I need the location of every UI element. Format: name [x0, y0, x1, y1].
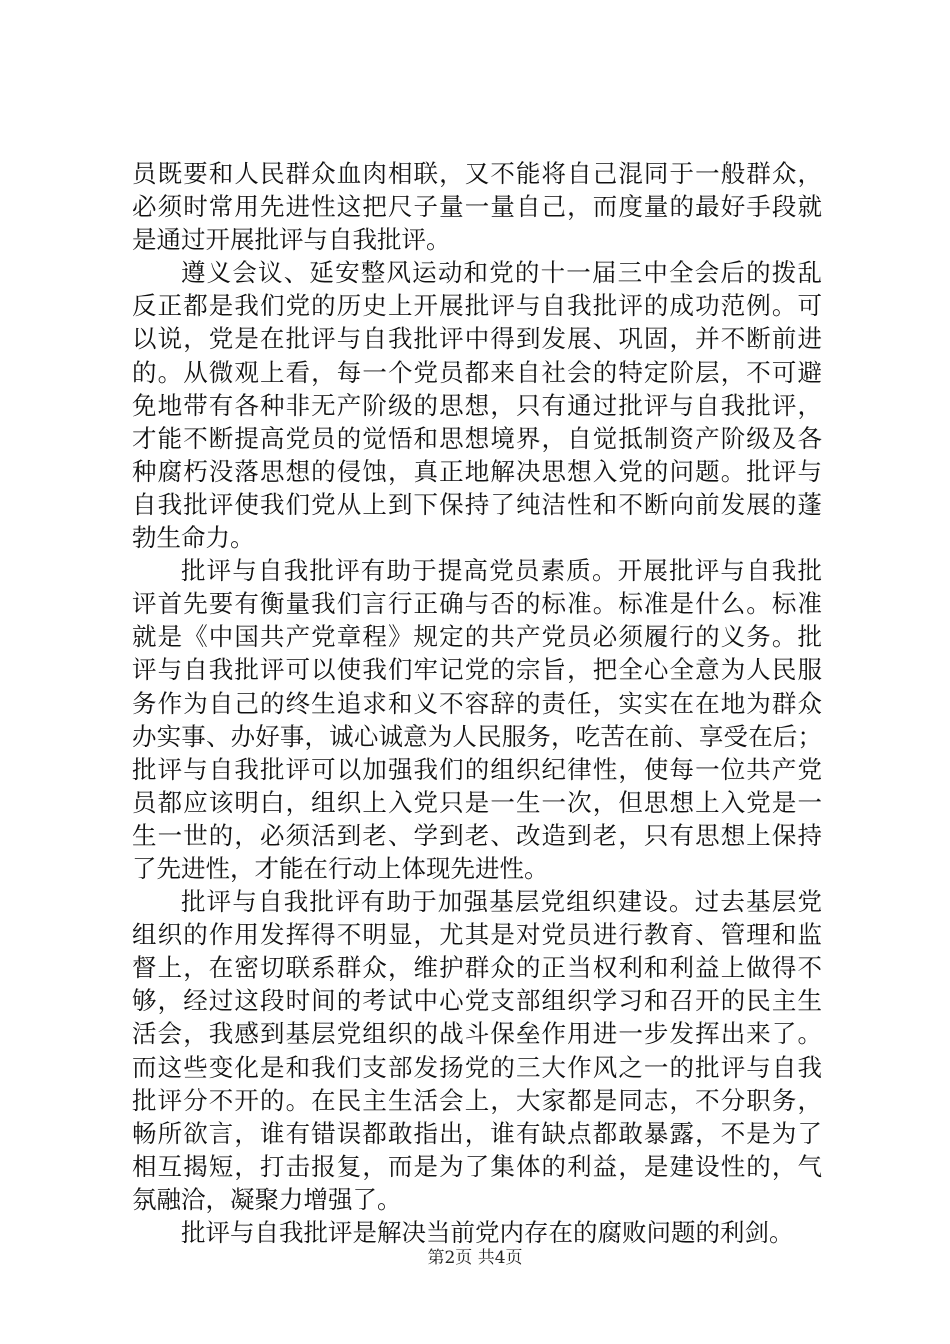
text-line: 活会，我感到基层党组织的战斗保垒作用进一步发挥出来了。	[132, 1019, 822, 1049]
text-line: 以说，党是在批评与自我批评中得到发展、巩固，并不断前进	[132, 324, 822, 354]
text-line: 氛融洽，凝聚力增强了。	[132, 1184, 402, 1214]
text-line: 务作为自己的终生追求和义不容辞的责任，实实在在地为群众	[132, 688, 822, 718]
paragraph-first-line: 批评与自我批评有助于提高党员素质。开展批评与自我批	[181, 556, 822, 586]
text-line: 的。从微观上看，每一个党员都来自社会的特定阶层，不可避	[132, 357, 822, 387]
paragraph-first-line: 批评与自我批评是解决当前党内存在的腐败问题的利剑。	[181, 1218, 794, 1247]
text-line: 种腐朽没落思想的侵蚀，真正地解决思想入党的问题。批评与	[132, 456, 822, 486]
page-number-footer: 第2页 共4页	[427, 1248, 523, 1268]
text-line: 够，经过这段时间的考试中心党支部组织学习和召开的民主生	[132, 986, 822, 1016]
text-line: 而这些变化是和我们支部发扬党的三大作风之一的批评与自我	[132, 1052, 822, 1082]
text-line: 反正都是我们党的历史上开展批评与自我批评的成功范例。可	[132, 291, 822, 321]
document-body	[132, 157, 822, 1249]
text-line: 督上，在密切联系群众，维护群众的正当权利和利益上做得不	[132, 953, 822, 983]
text-line: 员既要和人民群众血肉相联，又不能将自己混同于一般群众，	[132, 159, 822, 188]
text-line: 畅所欲言，谁有错误都敢指出，谁有缺点都敢暴露，不是为了	[132, 1118, 822, 1148]
text-line: 勃生命力。	[132, 523, 255, 553]
text-line: 必须时常用先进性这把尺子量一量自己，而度量的最好手段就	[132, 192, 822, 222]
text-line: 生一世的，必须活到老、学到老、改造到老，只有思想上保持	[132, 820, 822, 850]
text-line: 批评分不开的。在民主生活会上，大家都是同志，不分职务，	[132, 1085, 822, 1115]
text-line: 才能不断提高党员的觉悟和思想境界，自觉抵制资产阶级及各	[132, 423, 822, 453]
text-line: 免地带有各种非无产阶级的思想，只有通过批评与自我批评，	[132, 390, 822, 420]
text-line: 组织的作用发挥得不明显，尤其是对党员进行教育、管理和监	[132, 920, 822, 950]
text-line: 相互揭短，打击报复，而是为了集体的利益，是建设性的，气	[132, 1151, 822, 1181]
text-line: 评与自我批评可以使我们牢记党的宗旨，把全心全意为人民服	[132, 655, 822, 685]
text-line: 办实事、办好事，诚心诚意为人民服务，吃苦在前、享受在后；	[132, 721, 822, 751]
text-line: 评首先要有衡量我们言行正确与否的标准。标准是什么。标准	[132, 589, 822, 619]
text-line: 是通过开展批评与自我批评。	[132, 225, 451, 255]
text-line: 了先进性，才能在行动上体现先进性。	[132, 853, 549, 883]
text-line: 自我批评使我们党从上到下保持了纯洁性和不断向前发展的蓬	[132, 489, 822, 519]
paragraph-first-line: 遵义会议、延安整风运动和党的十一届三中全会后的拨乱	[181, 258, 822, 288]
text-line: 员都应该明白，组织上入党只是一生一次，但思想上入党是一	[132, 787, 822, 817]
text-line: 批评与自我批评可以加强我们的组织纪律性，使每一位共产党	[132, 754, 822, 784]
paragraph-first-line: 批评与自我批评有助于加强基层党组织建设。过去基层党	[181, 887, 822, 917]
text-line: 就是《中国共产党章程》规定的共产党员必须履行的义务。批	[132, 622, 822, 652]
